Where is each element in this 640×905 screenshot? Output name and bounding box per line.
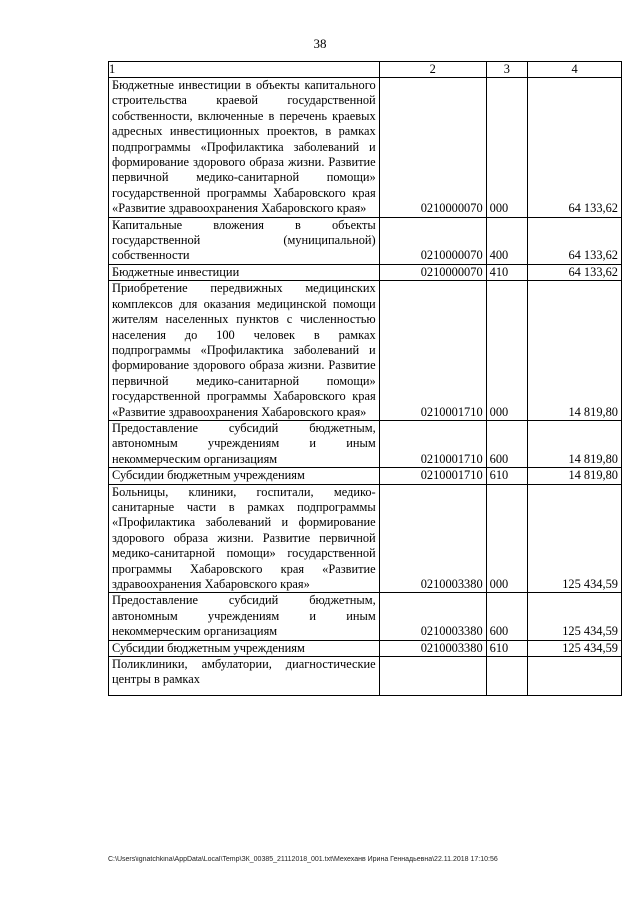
- row-code: 0210000070: [379, 217, 486, 264]
- row-code: 0210000070: [379, 264, 486, 280]
- table-row: [109, 593, 622, 640]
- row-amount: 125 434,59: [528, 484, 622, 593]
- row-code: 0210001710: [379, 420, 486, 467]
- table-row: [109, 657, 622, 696]
- row-type: 000: [486, 484, 527, 593]
- table-row: [109, 264, 622, 280]
- row-name: Капитальные вложения в объекты государственной (муниципальной) собственности: [109, 217, 380, 264]
- table-row: [109, 281, 622, 421]
- table-row: [109, 468, 622, 484]
- row-amount: [528, 657, 622, 696]
- table-row: [109, 217, 622, 264]
- page-number: 38: [313, 36, 327, 51]
- row-amount: 14 819,80: [528, 420, 622, 467]
- row-name: Субсидии бюджетным учреждениям: [109, 640, 380, 656]
- row-name: Поликлиники, амбулатории, диагностические центры в рамках: [109, 657, 380, 696]
- row-type: 610: [486, 468, 527, 484]
- row-code: 0210001710: [379, 468, 486, 484]
- row-code: 0210003380: [379, 484, 486, 593]
- row-code: 0210003380: [379, 640, 486, 656]
- file-path-footer: C:\Users\ignatchkina\AppData\Local\Temp\ЗК_00385_21112018_001.txt\Мехеханв Ирина Геннадьевна\22.11.2018 17:10:56: [108, 856, 498, 863]
- row-type: [486, 657, 527, 696]
- row-amount: 64 133,62: [528, 217, 622, 264]
- row-name: Больницы, клиники, госпитали, медико-санитарные части в рамках подпрограммы «Профилактика заболеваний и формирование здорового образа жизни. Развитие первичной медико-санитарной помощи» государственной программы Хабаровского края «Развитие здравоохранения Хабаровского края»: [109, 484, 380, 593]
- table-row: [109, 640, 622, 656]
- row-type: 610: [486, 640, 527, 656]
- row-name: Бюджетные инвестиции в объекты капитального строительства краевой государственной собственности, включенные в перечень краевых адресных инвестиционных проектов, в рамках подпрограммы «Профилактика заболеваний и формирование здорового образа жизни. Развитие первичной медико-санитарной помощи» государственной программы Хабаровского края «Развитие здравоохранения Хабаровского края»: [109, 78, 380, 218]
- row-name: Субсидии бюджетным учреждениям: [109, 468, 380, 484]
- row-code: 0210000070: [379, 78, 486, 218]
- header-col-1: 1: [109, 62, 380, 78]
- row-amount: 14 819,80: [528, 468, 622, 484]
- row-amount: 64 133,62: [528, 264, 622, 280]
- row-type: 400: [486, 217, 527, 264]
- row-amount: 125 434,59: [528, 593, 622, 640]
- table-row: [109, 78, 622, 218]
- row-code: [379, 657, 486, 696]
- header-col-3: 3: [486, 62, 527, 78]
- row-type: 410: [486, 264, 527, 280]
- row-type: 000: [486, 78, 527, 218]
- table-row: [109, 484, 622, 593]
- row-type: 600: [486, 593, 527, 640]
- header-col-4: 4: [528, 62, 622, 78]
- row-type: 000: [486, 281, 527, 421]
- budget-table: [108, 61, 622, 696]
- table-row: [109, 420, 622, 467]
- table-header-row: [109, 62, 622, 78]
- row-amount: 14 819,80: [528, 281, 622, 421]
- row-amount: 64 133,62: [528, 78, 622, 218]
- header-col-2: 2: [379, 62, 486, 78]
- row-name: Предоставление субсидий бюджетным, автономным учреждениям и иным некоммерческим организациям: [109, 593, 380, 640]
- row-name: Бюджетные инвестиции: [109, 264, 380, 280]
- row-name: Предоставление субсидий бюджетным, автономным учреждениям и иным некоммерческим организациям: [109, 420, 380, 467]
- row-type: 600: [486, 420, 527, 467]
- row-code: 0210003380: [379, 593, 486, 640]
- row-code: 0210001710: [379, 281, 486, 421]
- row-name: Приобретение передвижных медицинских комплексов для оказания медицинской помощи жителям населенных пунктов с численностью населения до 100 человек в рамках подпрограммы «Профилактика заболеваний и формирование здорового образа жизни. Развитие первичной медико-санитарной помощи» государственной программы Хабаровского края «Развитие здравоохранения Хабаровского края»: [109, 281, 380, 421]
- row-amount: 125 434,59: [528, 640, 622, 656]
